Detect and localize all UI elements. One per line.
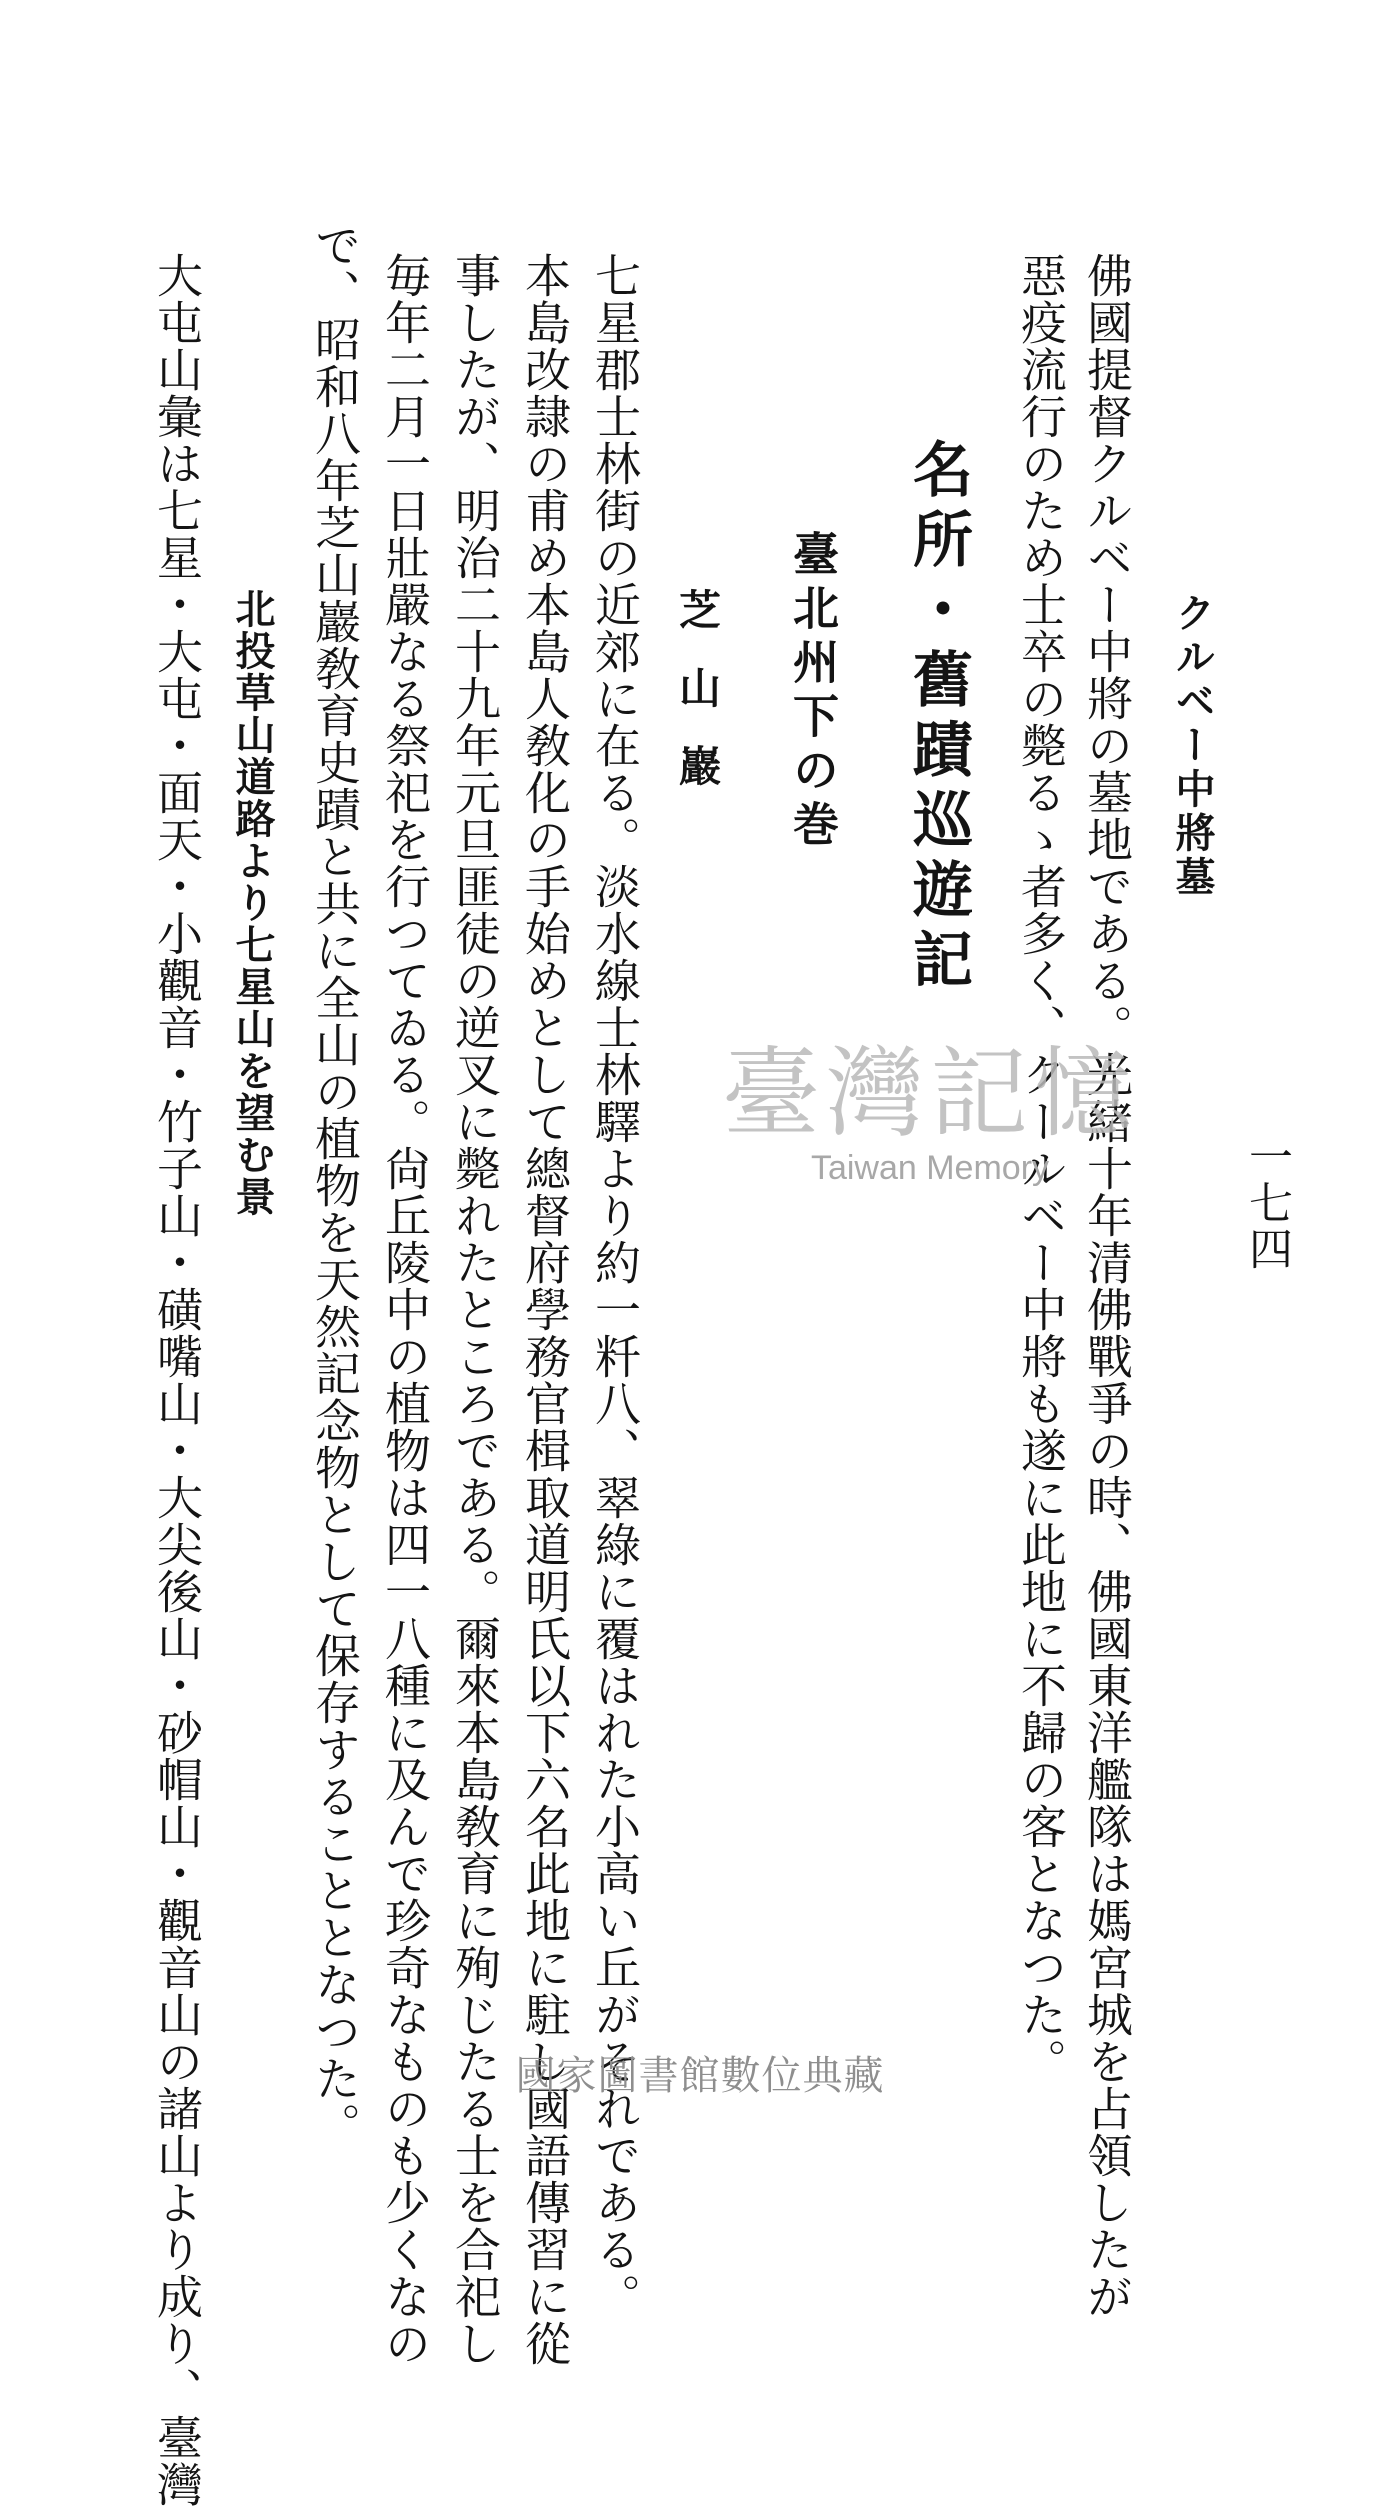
page-number: 一七四 (1241, 1134, 1292, 1272)
watermark (700, 1037, 1160, 1245)
body-line-shizangan-1: 七星郡士林街の近郊に在る。淡水線士林驛より約一粁八、翠綠に覆はれた小高い丘がそれである。 (588, 252, 642, 2320)
body-line-beitou-1: 大屯山彙は七星・大屯・面天・小觀音・竹子山・磺嘴山・大尖後山・砂帽山・觀音山の諸山より成り、臺灣 (150, 252, 204, 2508)
body-line-shizangan-5: で、昭和八年芝山巖敎育史蹟と共に全山の植物を天然記念物として保存することとなつた。 (308, 222, 362, 2149)
body-line-shizangan-2: 本島改隷の甫め本島人敎化の手始めとして總督府學務官楫取道明氏以下六名此地に駐し國語傳習に從 (518, 252, 572, 2367)
watermark-subtext: Taiwan Memory (810, 1149, 1050, 1187)
body-line-shizangan-4: 毎年二月一日壯嚴なる祭祀を行つてゐる。尙丘陵中の植物は四一八種に及んで珍奇なものも少くなの (378, 252, 432, 2367)
main-title: 名所・舊蹟巡遊記 (903, 438, 973, 998)
watermark-text: 臺灣記憶 (721, 1037, 1138, 1151)
section-title-shizangan: 芝山巖 (673, 588, 722, 822)
section-title-kurube: クルベー中將墓 (1169, 592, 1215, 900)
section-title-beitou: 北投草山道路より七星山を望む景 (229, 588, 275, 1218)
body-line-kurube-2: 惡疫流行のため士卒の斃るゝ者多く、クールベー中將も遂に此地に不歸の客となつた。 (1014, 252, 1068, 2085)
body-line-shizangan-3: 事したが、明治二十九年元旦匪徒の逆叉に斃れたところである。爾來本島敎育に殉じたる士を合祀し (448, 252, 502, 2367)
footer-credit: 國家圖書館數位典藏 (515, 2053, 885, 2099)
area-title: 臺北州下の巻 (786, 530, 840, 854)
body-line-kurube-1: 佛國提督クルベー中將の墓地である。光緒十年清佛戰爭の時、佛國東洋艦隊は媽宮城を占領したが (1080, 252, 1134, 2320)
